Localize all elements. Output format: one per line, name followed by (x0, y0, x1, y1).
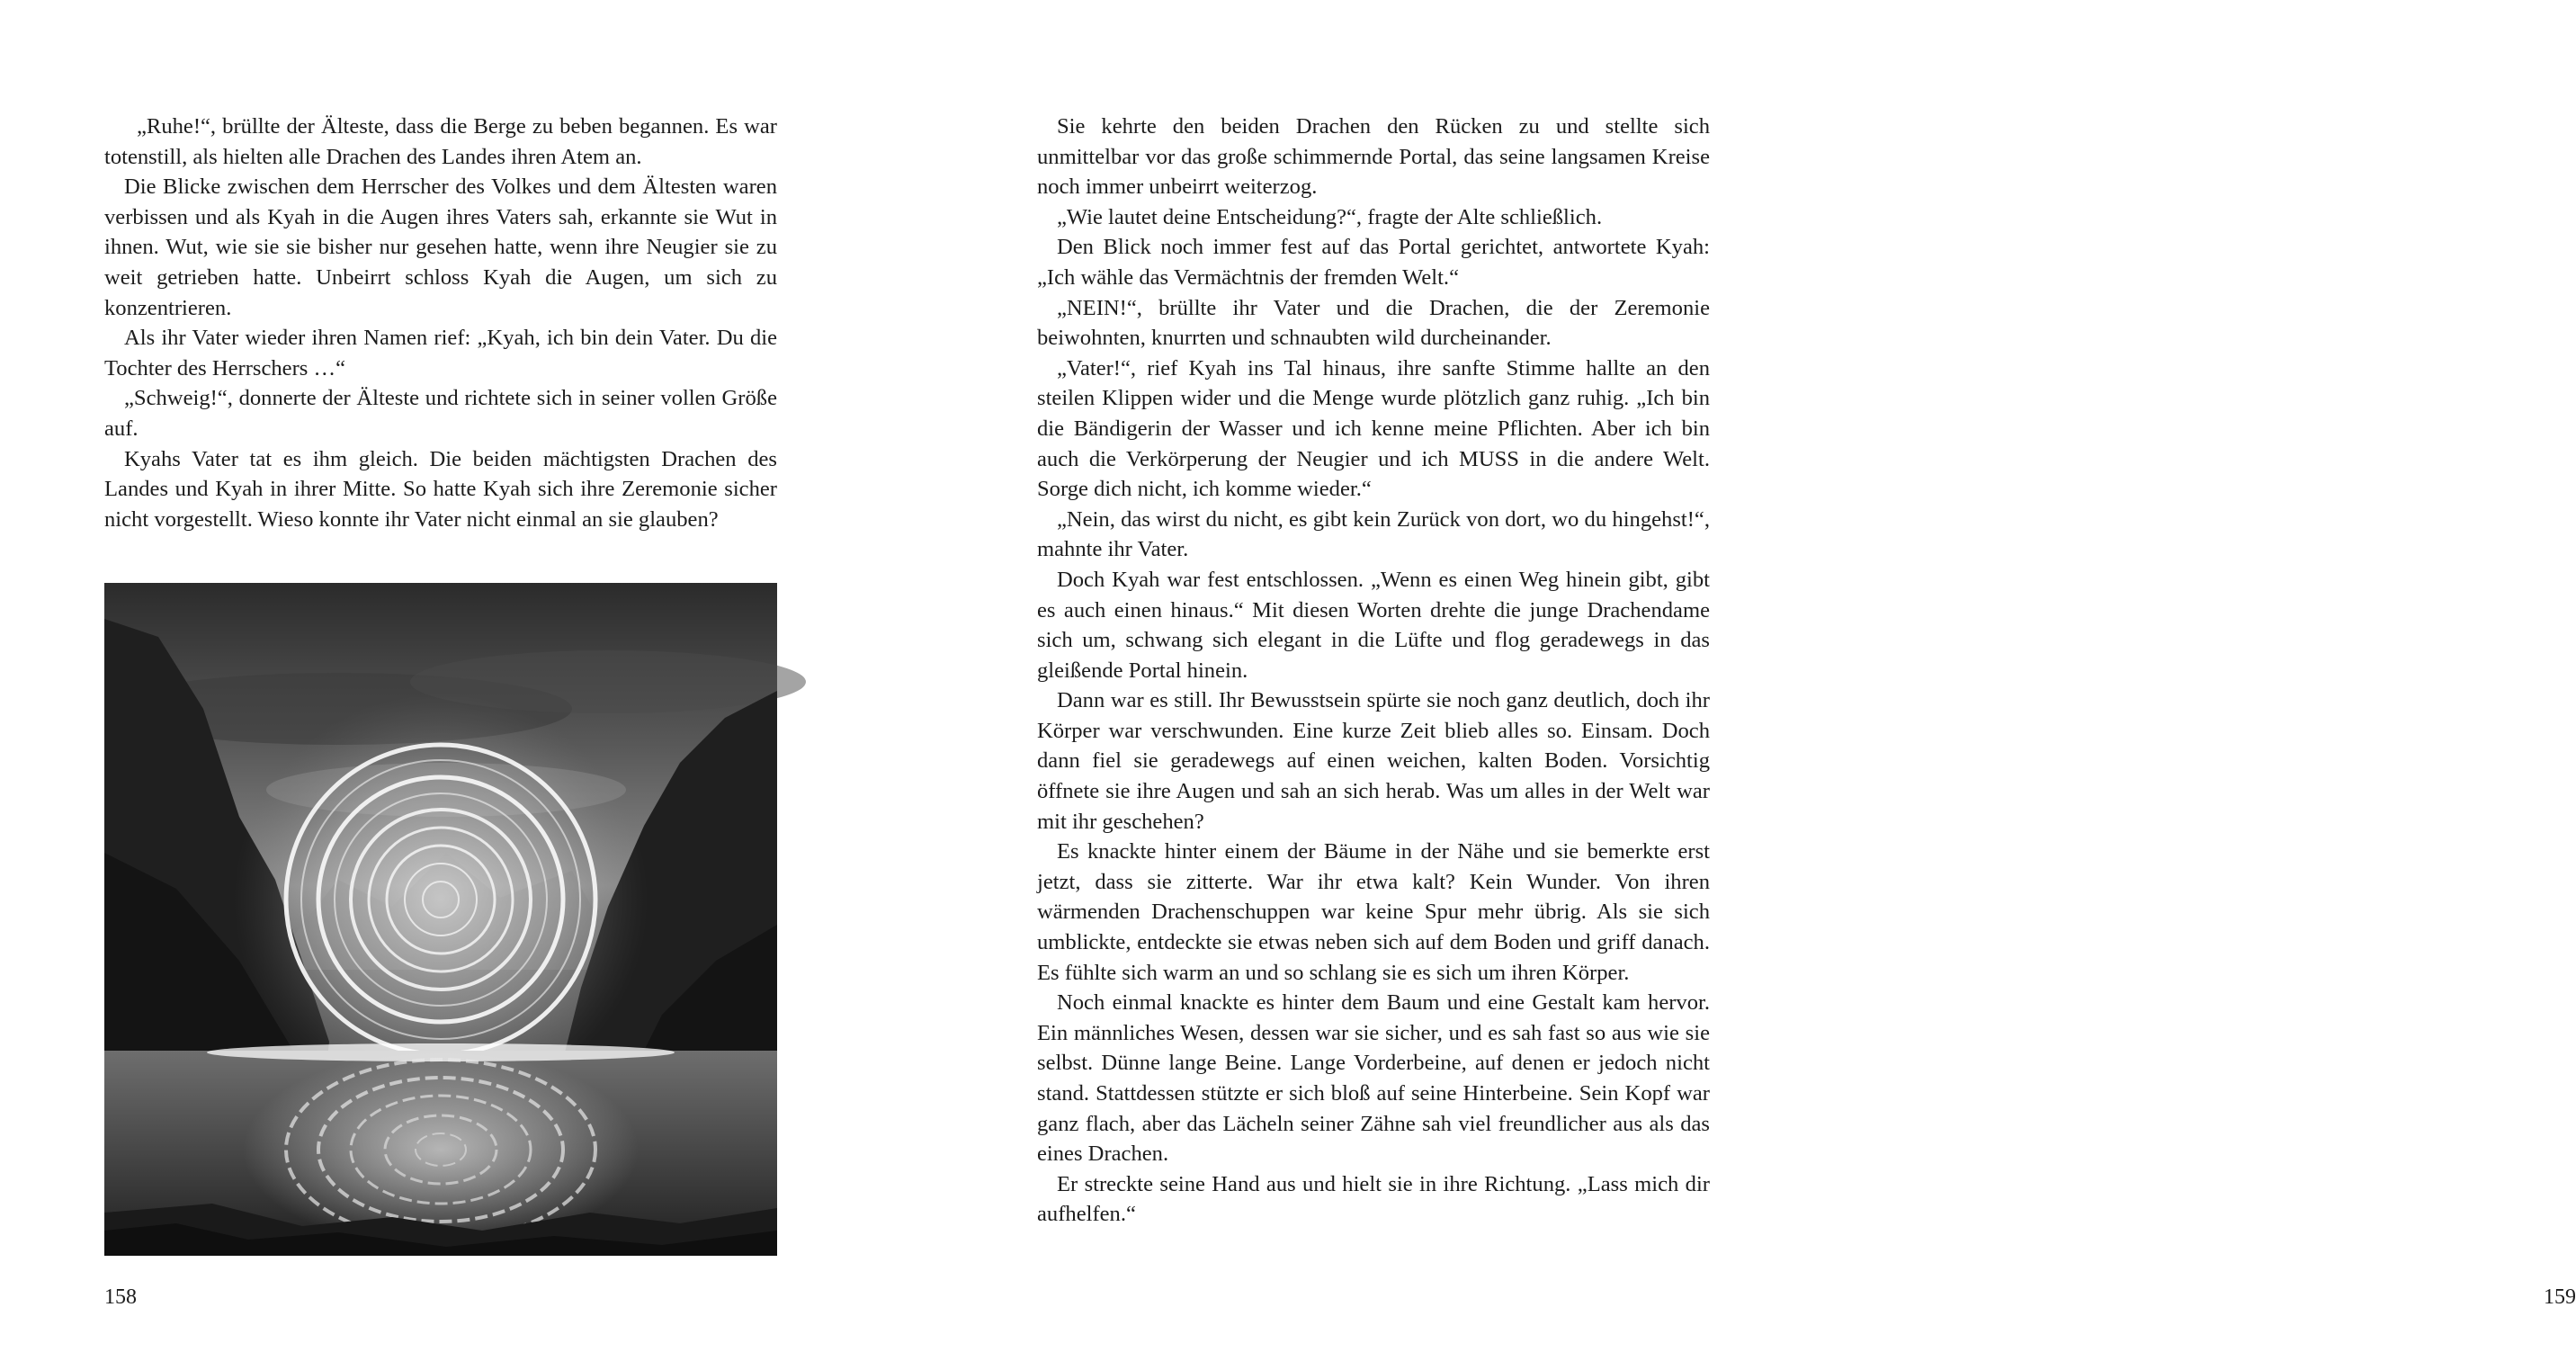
left-text-column (104, 112, 777, 534)
paragraph: Kyahs Vater tat es ihm gleich. Die beiden mächtigsten Drachen des Landes und Kyah in ihrer Mitte. So hatte Kyah sich ihre Zeremonie sicher nicht vorgestellt. Wieso konnte ihr Vater nicht einmal an sie glauben? (104, 446, 777, 532)
paragraph: Es knackte hinter einem der Bäume in der Nähe und sie bemerkte erst jetzt, dass sie zitterte. War ihr etwa kalt? Kein Wunder. Von ihren wärmenden Drachenschuppen war keine Spur mehr übrig. Als sie sich umblickte, entdeckte sie etwas neben sich auf dem Boden und griff danach. Es fühlte sich warm an und so schlang sie es sich um ihren Körper. (1037, 839, 1710, 985)
paragraph: „Ruhe!“, brüllte der Älteste, dass die Berge zu beben begannen. Es war totenstill, als hielten alle Drachen des Landes ihren Atem an. (104, 114, 777, 169)
paragraph: Als ihr Vater wieder ihren Namen rief: „Kyah, ich bin dein Vater. Du die Tochter des Herrschers …“ (104, 326, 777, 381)
paragraph: Sie kehrte den beiden Drachen den Rücken zu und stellte sich unmittelbar vor das große schimmernde Portal, das seine langsamen Kreise noch immer unbeirrt weiterzog. (1037, 114, 1710, 200)
paragraph: „Wie lautet deine Entscheidung?“, fragte der Alte schließlich. (1057, 204, 1603, 229)
left-page (0, 0, 899, 1352)
page-number-left: 158 (104, 1285, 137, 1309)
portal-illustration (104, 583, 777, 1256)
paragraph: Den Blick noch immer fest auf das Portal gerichtet, antwortete Kyah: „Ich wähle das Vermächtnis der fremden Welt.“ (1037, 235, 1710, 290)
page-number-right: 159 (2544, 1285, 2576, 1309)
right-page (899, 0, 2576, 1352)
paragraph: „Vater!“, rief Kyah ins Tal hinaus, ihre sanfte Stimme hallte an den steilen Klippen wider und die Menge wurde plötzlich ganz ruhig. „Ich bin die Bändigerin der Wasser und ich kenne meine Pflichten. Aber ich bin auch die Verkörperung der Neugier und ich MUSS in die andere Welt. Sorge dich nicht, ich komme wieder.“ (1037, 355, 1710, 502)
paragraph: Dann war es still. Ihr Bewusstsein spürte sie noch ganz deutlich, doch ihr Körper war verschwunden. Eine kurze Zeit blieb alles so. Einsam. Doch dann fiel sie geradewegs auf einen weichen, kalten Boden. Vorsichtig öffnete sie ihre Augen und sah an sich herab. Was um alles in der Welt war mit ihr geschehen? (1037, 688, 1710, 834)
paragraph: „Nein, das wirst du nicht, es gibt kein Zurück von dort, wo du hingehst!“, mahnte ihr Vater. (1037, 506, 1710, 562)
paragraph: Noch einmal knackte es hinter dem Baum und eine Gestalt kam hervor. Ein männliches Wesen, dessen war sie sicher, und es sah fast so aus wie sie selbst. Dünne lange Beine. Lange Vorderbeine, auf denen er jedoch nicht stand. Stattdessen stützte er sich bloß auf seine Hinterbeine. Sein Kopf war ganz flach, aber das Lächeln seiner Zähne sah viel freundlicher aus als das eines Drachen. (1037, 990, 1710, 1167)
right-text-column (1037, 112, 1710, 1230)
paragraph: Er streckte seine Hand aus und hielt sie in ihre Richtung. „Lass mich dir aufhelfen.“ (1037, 1171, 1710, 1227)
paragraph: Die Blicke zwischen dem Herrscher des Volkes und dem Ältesten waren verbissen und als Kyah in die Augen ihres Vaters sah, erkannte sie Wut in ihnen. Wut, wie sie sie bisher nur gesehen hatte, wenn ihre Neugier sie zu weit getrieben hatte. Unbeirrt schloss Kyah die Augen, um sich zu konzentrieren. (104, 175, 777, 320)
paragraph: „Schweig!“, donnerte der Älteste und richtete sich in seiner vollen Größe auf. (104, 386, 777, 441)
paragraph: Doch Kyah war fest entschlossen. „Wenn es einen Weg hinein gibt, gibt es auch einen hinaus.“ Mit diesen Worten drehte die junge Drachendame sich um, schwang sich elegant in die Lüfte und flog geradewegs in das gleißende Portal hinein. (1037, 567, 1710, 683)
paragraph: „NEIN!“, brüllte ihr Vater und die Drachen, die der Zeremonie beiwohnten, knurrten und schnaubten wild durcheinander. (1037, 295, 1710, 351)
